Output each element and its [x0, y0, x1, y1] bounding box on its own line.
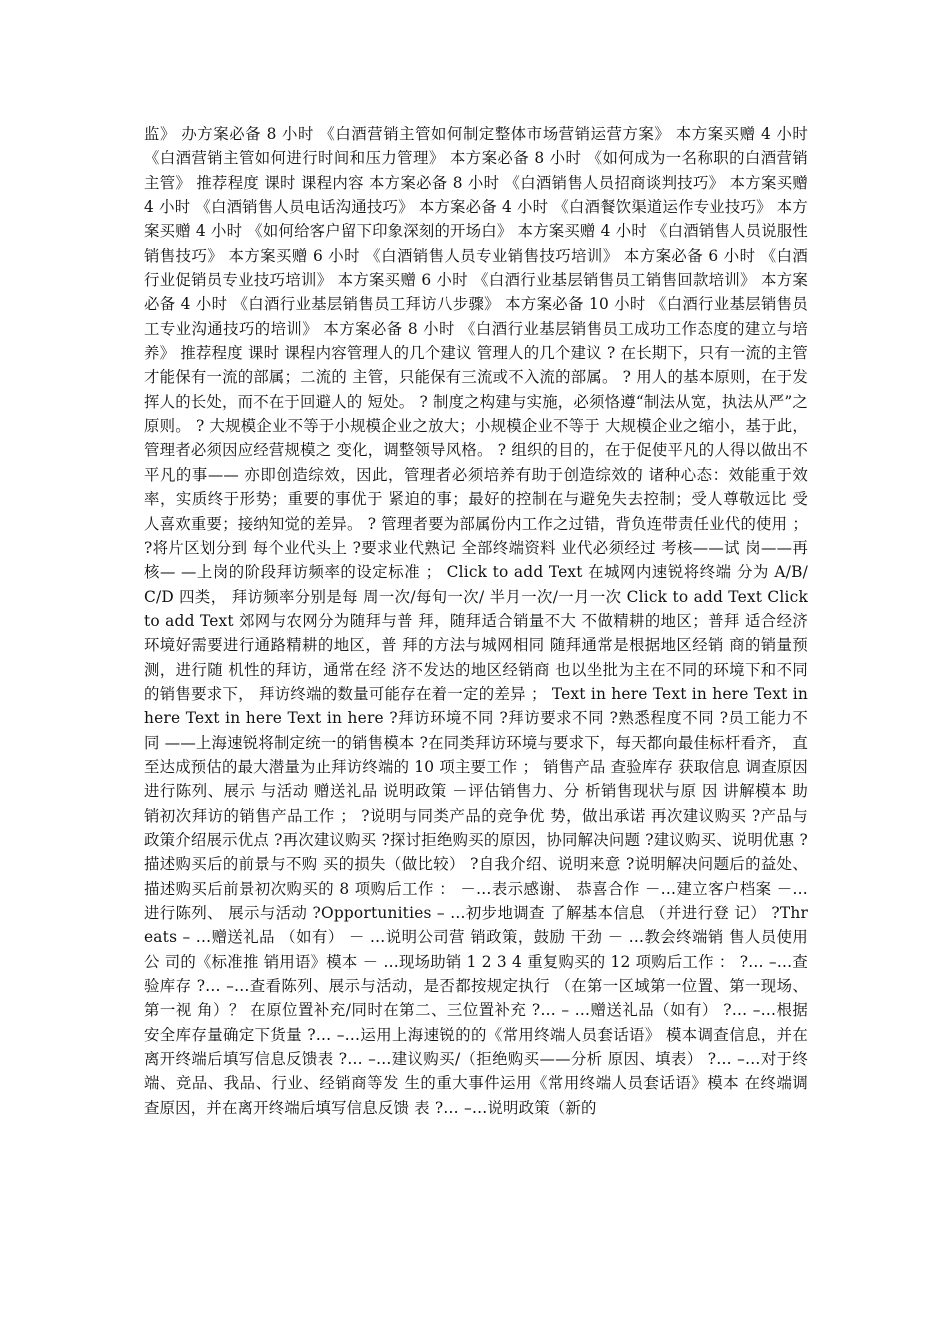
- body-paragraph: 监》 办方案必备 8 小时 《白酒营销主管如何制定整体市场营销运营方案》 本方案买赠 4 小时 《白酒营销主管如何进行时间和压力管理》 本方案必备 8 小时 《如何成为一名称职的白酒营销主管》 推荐程度 课时 课程内容 本方案必备 8 小时 《白酒销售人员招商谈判技巧》 本方案买赠 4 小时 《白酒销售人员电话沟通技巧》 本方案必备 4 小时 《白酒餐饮渠道运作专业技巧》 本方案买赠 4 小时 《如何给客户留下印象深刻的开场白》 本方案买赠 4 小时 《白酒销售人员说服性销售技巧》 本方案买赠 6 小时 《白酒销售人员专业销售技巧培训》 本方案必备 6 小时 《白酒行业促销员专业技巧培训》 本方案买赠 6 小时 《白酒行业基层销售员工销售回款培训》 本方案必备 4 小时 《白酒行业基层销售员工拜访八步骤》 本方案必备 10 小时 《白酒行业基层销售员工专业沟通技巧的培训》 本方案必备 8 小时 《白酒行业基层销售员工成功工作态度的建立与培养》 推荐程度 课时 课程内容管理人的几个建议 管理人的几个建议 ? 在长期下，只有一流的主管才能保有一流的部属；二流的 主管，只能保有三流或不入流的部属。 ? 用人的基本原则，在于发挥人的长处，而不在于回避人的 短处。 ? 制度之构建与实施，必须恪遵“制法从宽，执法从严”之 原则。 ? 大规模企业不等于小规模企业之放大；小规模企业不等于 大规模企业之缩小，基于此，管理者必须因应经营规模之 变化，调整领导风格。 ? 组织的目的，在于促使平凡的人得以做出不平凡的事—— 亦即创造综效，因此，管理者必须培养有助于创造综效的 诸种心态：效能重于效率，实质终于形势；重要的事优于 紧迫的事；最好的控制在与避免失去控制；受人尊敬远比 受人喜欢重要；接纳知觉的差异。 ? 管理者要为部属份内工作之过错，背负连带责任业代的使用 ； ?将片区划分到 每个业代头上 ?要求业代熟记 全部终端资料 业代必须经过 考核——试 岗——再核— —上岗的阶段拜访频率的设定标准 ； Click to add Text 在城网内速锐将终端 分为 A/B/C/D 四类， 拜访频率分别是每 周一次/每旬一次/ 半月一次/一月一次 Click to add Text Click to add Text 郊网与农网分为随拜与普 拜，随拜适合销量不大 不做精耕的地区；普拜 适合经济环境好需要进行通路精耕的地区，普 拜的方法与城网相同 随拜通常是根据地区经销 商的销量预测，进行随 机性的拜访，通常在经 济不发达的地区经销商 也以坐批为主在不同的环境下和不同的销售要求下， 拜访终端的数量可能存在着一定的差异 ； Text in here Text in here Text in here Text in here Text in here ?拜访环境不同 ?拜访要求不同 ?熟悉程度不同 ?员工能力不同 ——上海速锐将制定统一的销售模本 ?在同类拜访环境与要求下，每天都向最佳标杆看齐， 直至达成预估的最大潜量为止拜访终端的 10 项主要工作 ； 销售产品 查验库存 获取信息 调查原因 进行陈列、展示 与活动 赠送礼品 说明政策 －评估销售力、分 析销售现状与原 因 讲解模本 助销初次拜访的销售产品工作 ； ?说明与同类产品的竞争优 势，做出承诺 再次建议购买 ?产品与政策介绍展示优点 ?再次建议购买 ?探讨拒绝购买的原因，协同解决问题 ?建议购买、说明优惠 ?描述购买后的前景与不购 买的损失（做比较） ?自我介绍、说明来意 ?说明解决问题后的益处、 描述购买后前景初次购买的 8 项购后工作 ： －…表示感谢、 恭喜合作 －…建立客户档案 －…进行陈列、 展示与活动 ?Opportunities – …初步地调查 了解基本信息 （并进行登 记） ?Threats – …赠送礼品 （如有） － …说明公司营 销政策，鼓励 干劲 － …教会终端销 售人员使用公 司的《标准推 销用语》模本 － …现场助销 1 2 3 4 重复购买的 12 项购后工作 ： ?… –…查验库存 ?… –…查看陈列、展示与活动，是否都按规定执行 （在第一区域第一位置、第一现场、第一视 角）？ 在原位置补充/同时在第二、三位置补充 ?… – …赠送礼品（如有） ?… –…根据安全库存量确定下货量 ?… –…运用上海速锐的的《常用终端人员套话语》 模本调查信息，并在离开终端后填写信息反馈表 ?… –…建议购买/（拒绝购买——分析 原因、填表） ?… –…对于终端、竞品、我品、行业、经销商等发 生的重大事件运用《常用终端人员套话语》模本 在终端调查原因，并在离开终端后填写信息反馈 表 ?… –…说明政策（新的: [144, 125, 808, 1117]
